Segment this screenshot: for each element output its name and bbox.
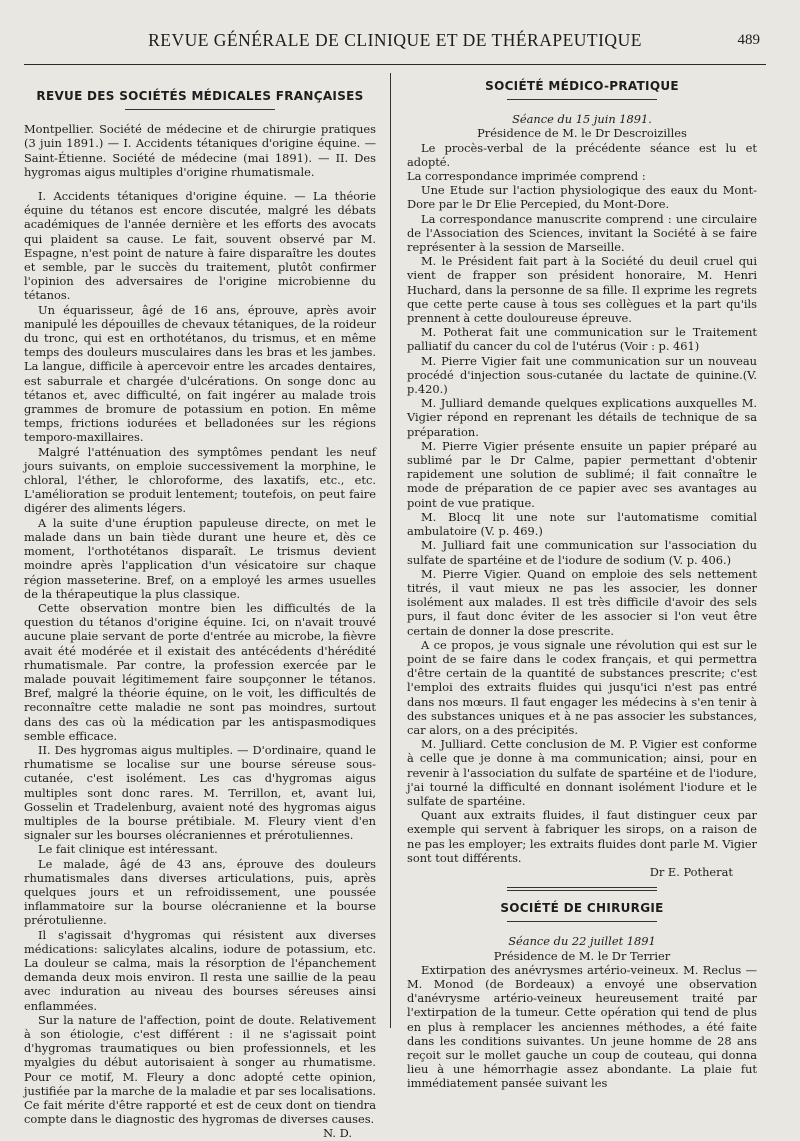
paragraph: M. Potherat fait une communication sur le Traitement palliatif du cancer du col de l'utérus (Voir : p. 461) <box>407 325 757 354</box>
column-divider <box>390 73 391 1028</box>
paragraph: Le procès-verbal de la précédente séance est lu et adopté. <box>407 140 757 169</box>
session-presidency: Présidence de M. le Dr Terrier <box>493 948 671 963</box>
page-number: 489 <box>737 32 760 48</box>
section-rule <box>125 109 275 110</box>
section-title-chirurgie: SOCIÉTÉ DE CHIRURGIE <box>500 901 664 916</box>
paragraph: M. le Président fait part à la Société du deuil cruel qui vient de frapper son président honoraire, M. Henri Huchard, dans la personne de sa fille. Il exprime les regrets que cette perte cause à tous ses collègues et la part qu'ils prennent à cette douloureuse épreuve. <box>407 254 757 326</box>
paragraph: Extirpation des anévrysmes artério-veineux. M. Reclus — M. Monod (de Bordeaux) a envoyé une observation d'anévrysme artério-veineux heureusement traité par l'extirpation de la tumeur. Cette opération qui tend de plus en plus à remplacer les anciennes méthodes, a été faite dans les conditions suivantes. Un jeune homme de 28 ans reçoit sur le mollet gauche un coup de couteau, qui donna lieu à une hémorrhagie assez abondante. La plaie fut immédiatement pansée suivant les <box>407 962 757 1091</box>
paragraph: M. Pierre Vigier fait une communication sur un nouveau procédé d'injection sous-cutanée du lactate de quinine.(V. p.420.) <box>407 353 757 397</box>
paragraph: M. Pierre Vigier présente ensuite un papier préparé au sublimé par le Dr Calme, papier permettant d'obtenir rapidement une solution de sublimé; il fait connaître le mode de préparation de ce papier avec ses avantages au point de vue pratique. <box>407 438 757 510</box>
two-column-body <box>24 73 766 1141</box>
signature-left: N. D. <box>323 1126 352 1141</box>
section-rule <box>507 921 657 922</box>
header-rule <box>24 64 766 65</box>
paragraph: Cette observation montre bien les difficultés de la question du tétanos d'origine équine. Ici, on n'avait trouvé aucune plaie servant de porte d'entrée au microbe, la fièvre avait été modérée et il existait des antécédents d'hérédité rhumatismale. Par contre, la profession exercée par le malade pouvait légitimement faire soupçonner le tétanos. Bref, malgré la théorie équine, on le voit, les difficultés de reconnaître cette maladie ne sont pas moindres, surtout dans des cas où la médication par les antispasmodiques semble efficace. <box>24 600 376 743</box>
paragraph: Le fait clinique est intéressant. <box>38 842 218 857</box>
running-title: REVUE GÉNÉRALE DE CLINIQUE ET DE THÉRAPEUTIQUE <box>148 30 642 50</box>
paragraph: II. Des hygromas aigus multiples. — D'ordinaire, quand le rhumatisme se localise sur une bourse séreuse sous-cutanée, c'est isolément. Les cas d'hygromas aigus multiples sont donc rares. M. Terrillon, et, avant lui, Gosselin et Tradelenburg, avaient noté des hygromas aigus multiples de la bourse prétibiale. M. Fleury vient d'en signaler sur les bourses olécraniennes et prérotuliennes. <box>24 742 376 843</box>
signature-right: Dr E. Potherat <box>649 864 733 879</box>
paragraph: M. Julliard fait une communication sur l'association du sulfate de spartéine et de l'iodure de sodium (V. p. 406.) <box>407 538 757 567</box>
paragraph: A ce propos, je vous signale une révolution qui est sur le point de se faire dans le codex français, et qui permettra d'être certain de la quantité de substances prescrite; c'est l'emploi des extraits fluides qui jusqu'ici n'est pas entré dans nos mœurs. Il faut engager les médecins à s'en tenir à des substances uniques et à ne pas associer les substances, car alors, on a des précipités. <box>407 637 757 737</box>
paragraph: I. Accidents tétaniques d'origine équine. — La théorie équine du tétanos est encore discutée, malgré les débats académiques de l'année dernière et les efforts des avocats qui plaident sa cause. Le fait, souvent observé par M. Espagne, n'est point de nature à faire disparaître les doutes et semble, par le succès du traitement, plutôt confirmer l'opinion des adversaires de l'origine microbienne du tétanos. <box>24 189 376 303</box>
right-column <box>397 73 757 1091</box>
paragraph: M. Blocq lit une note sur l'automatisme comitial ambulatoire (V. p. 469.) <box>407 509 757 539</box>
paragraph: A la suite d'une éruption papuleuse directe, on met le malade dans un bain tiède durant une heure et, dès ce moment, l'orthotétanos disparaît. Le trismus devient moindre après l'application d'un vésicatoire sur chaque région masseterine. Bref, on a employé les armes usuelles de la thérapeutique la plus classique. <box>24 515 376 601</box>
paragraph: M. Julliard. Cette conclusion de M. P. Vigier est conforme à celle que je donne à ma communication; ainsi, pour en revenir à l'association du sulfate de spartéine et de l'iodure, j'ai tourné la difficulté en donnant isolément l'iodure et le sulfate de spartéine. <box>407 737 757 808</box>
session-date: Séance du 22 juillet 1891 <box>508 934 656 949</box>
paragraph: M. Julliard demande quelques explications auxquelles M. Vigier répond en reprenant les détails de technique de sa préparation. <box>407 396 757 439</box>
section-rule <box>507 99 657 100</box>
paragraph: Sur la nature de l'affection, point de doute. Relativement à son étiologie, c'est différent : il ne s'agissait point d'hygromas traumatiques ou bien professionnels, et les myalgies du début autorisaient à songer au rhumatisme. Pour ce motif, M. Fleury a donc adopté cette opinion, justifiée par la marche de la maladie et par ses localisations. Ce fait mérite d'être rapporté et est de ceux dont on tiendra compte dans le diagnostic des hygromas de diverses causes. <box>24 1012 376 1127</box>
paragraph: Un équarisseur, âgé de 16 ans, éprouve, après avoir manipulé les dépouilles de chevaux tétaniques, de la roideur du tronc, qui est en orthotétanos, du trismus, et en même temps des douleurs musculaires dans les bras et les jambes. La langue, difficile à apercevoir entre les arcades dentaires, est saburrale et chargée d'ulcérations. On songe donc au tétanos et, avec difficulté, on fait ingérer au malade trois grammes de bromure de potassium en potion. En même temps, frictions iodurées et belladonées sur les régions temporo-maxillaires. <box>24 302 376 445</box>
section-summary: Montpellier. Société de médecine et de chirurgie pratiques (3 juin 1891.) — I. Accidents tétaniques d'origine équine. — Saint-Étienne. Société de médecine (mai 1891). — II. Des hygromas aigus multiples d'origine rhumatismale. <box>24 122 376 179</box>
paragraph: Une Etude sur l'action physiologique des eaux du Mont-Dore par le Dr Elie Percepied, du Mont-Dore. <box>407 183 757 212</box>
paragraph: M. Pierre Vigier. Quand on emploie des sels nettement titrés, il vaut mieux ne pas les associer, les donner isolément aux malades. Il est très difficile d'avoir des sels purs, il faut donc éviter de les associer si l'on veut être certain de donner la dose prescrite. <box>407 566 757 638</box>
session-date: Séance du 15 juin 1891. <box>512 112 652 127</box>
session-presidency: Présidence de M. le Dr Descroizilles <box>477 126 687 141</box>
paragraph: La correspondance manuscrite comprend : une circulaire de l'Association des Sciences, invitant la Société à se faire représenter à la session de Marseille. <box>407 211 757 255</box>
paragraph: La correspondance imprimée comprend : <box>407 169 646 184</box>
paragraph: Il s'agissait d'hygromas qui résistent aux diverses médications: salicylates alcalins, iodure de potassium, etc. La douleur se calma, mais la résorption de l'épanchement demanda deux mois environ. Il resta une saillie de la peau avec induration au niveau des bourses séreuses ainsi enflammées. <box>24 927 376 1013</box>
running-header <box>24 30 766 56</box>
left-column <box>24 73 384 1141</box>
section-title-left: REVUE DES SOCIÉTÉS MÉDICALES FRANÇAISES <box>36 89 364 103</box>
section-separator <box>507 887 657 891</box>
section-title-medico-pratique: SOCIÉTÉ MÉDICO-PRATIQUE <box>485 79 679 93</box>
paragraph: Malgré l'atténuation des symptômes pendant les neuf jours suivants, on emploie successivement la morphine, le chloral, l'éther, le chloroforme, des laxatifs, etc., etc. L'amélioration se produit lentement; toutefois, on peut faire digérer des aliments légers. <box>24 444 376 516</box>
paragraph: Le malade, âgé de 43 ans, éprouve des douleurs rhumatismales dans diverses articulations, puis, après quelques jours et un refroidissement, une poussée inflammatoire sur la bourse olécranienne et la bourse prérotulienne. <box>24 856 376 928</box>
paragraph: Quant aux extraits fluides, il faut distinguer ceux par exemple qui servent à fabriquer les sirops, on a raison de ne pas les employer; les extraits fluides dont parle M. Vigier sont tout différents. <box>407 808 757 865</box>
